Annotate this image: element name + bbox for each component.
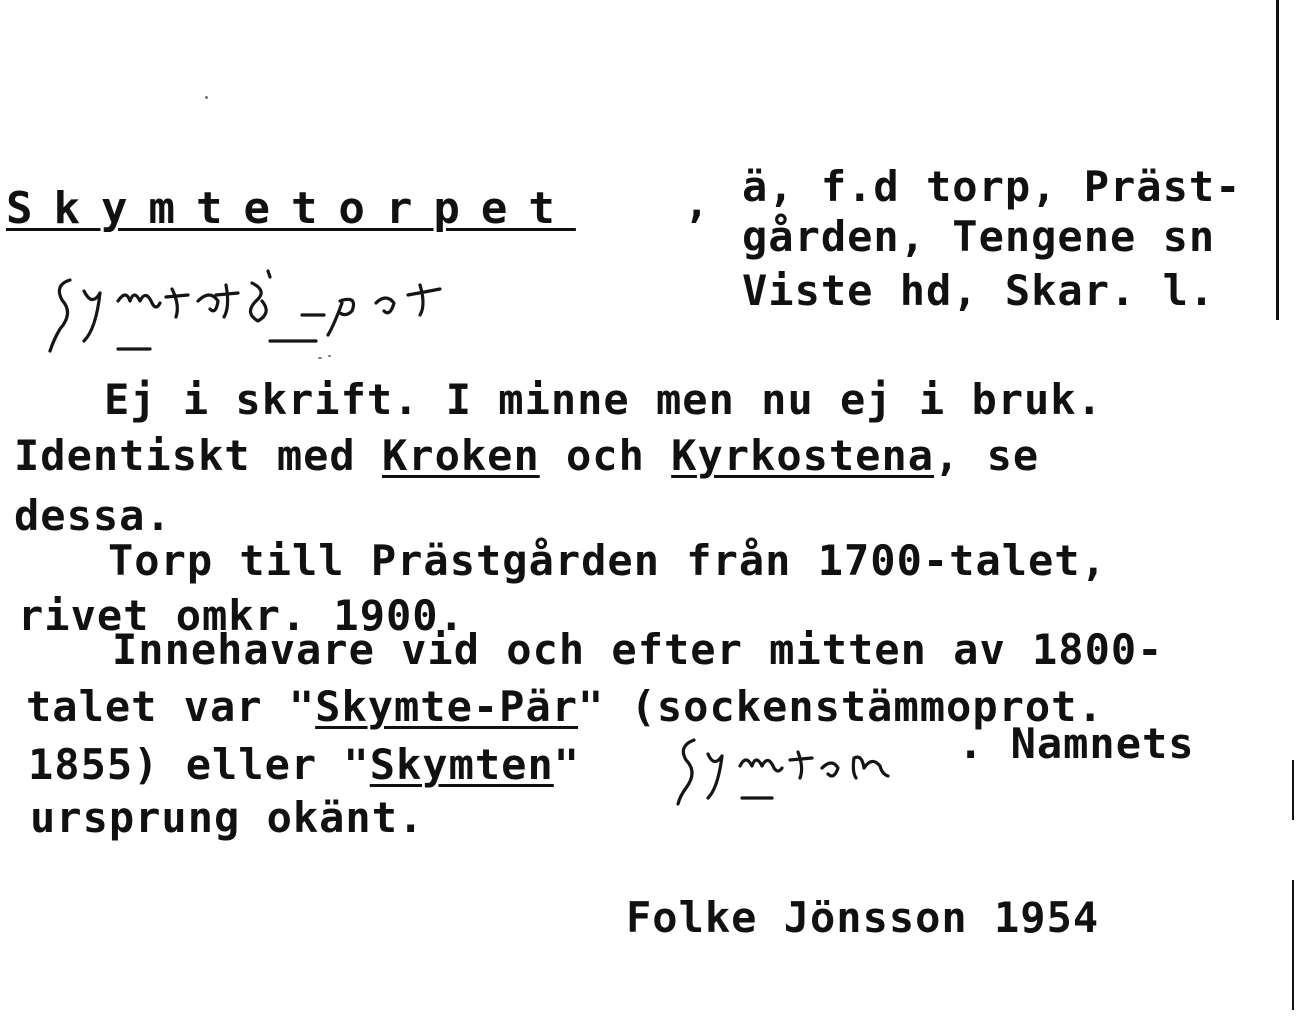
speck xyxy=(328,355,331,357)
crossref-kroken: Kroken xyxy=(382,431,540,480)
body-line-8-tail: . Namnets xyxy=(958,719,1195,768)
body-line-7-end: " (sockenstämmoprot. xyxy=(578,682,1104,731)
signature: Folke Jönsson 1954 xyxy=(626,893,1100,942)
body-line-2-mid: och xyxy=(539,431,672,480)
body-line-1: Ej i skrift. I minne men nu ej i bruk. xyxy=(104,375,1103,424)
header-line-1: ä, f.d torp, Präst- xyxy=(742,162,1242,211)
headword: Skymtetorpet xyxy=(6,183,576,234)
header-line-3: Viste hd, Skar. l. xyxy=(742,266,1216,315)
body-line-9: ursprung okänt. xyxy=(30,793,425,842)
card-right-edge xyxy=(1276,0,1279,320)
body-line-6: Innehavare vid och efter mitten av 1800- xyxy=(112,625,1164,674)
body-line-5: rivet omkr. 1900. xyxy=(18,591,465,640)
body-line-7-start: talet var " xyxy=(26,682,316,731)
crossref-kyrkostena: Kyrkostena xyxy=(671,431,935,480)
card-right-edge-lower xyxy=(1292,760,1294,820)
body-line-8-start: 1855) eller " xyxy=(28,740,370,789)
body-line-8 xyxy=(28,740,581,789)
headword-comma: , xyxy=(684,178,711,227)
speck xyxy=(318,357,322,359)
body-line-2-start: Identiskt med xyxy=(14,431,383,480)
body-line-2 xyxy=(14,431,1040,480)
body-line-8-quote: " xyxy=(553,740,581,789)
nickname-skymte-par: Skymte-Pär xyxy=(315,682,579,731)
body-line-3: dessa. xyxy=(14,491,172,540)
body-line-4: Torp till Prästgården från 1700-talet, xyxy=(108,536,1107,585)
phonetic-skymten-handwriting xyxy=(668,722,958,812)
nickname-skymten: Skymten xyxy=(369,740,554,789)
header-line-2: gården, Tengene sn xyxy=(742,212,1216,261)
speck xyxy=(205,96,208,99)
phonetic-headword-handwriting xyxy=(40,255,540,365)
body-line-2-end: , se xyxy=(934,431,1040,480)
card-right-edge-bottom xyxy=(1292,880,1294,1010)
